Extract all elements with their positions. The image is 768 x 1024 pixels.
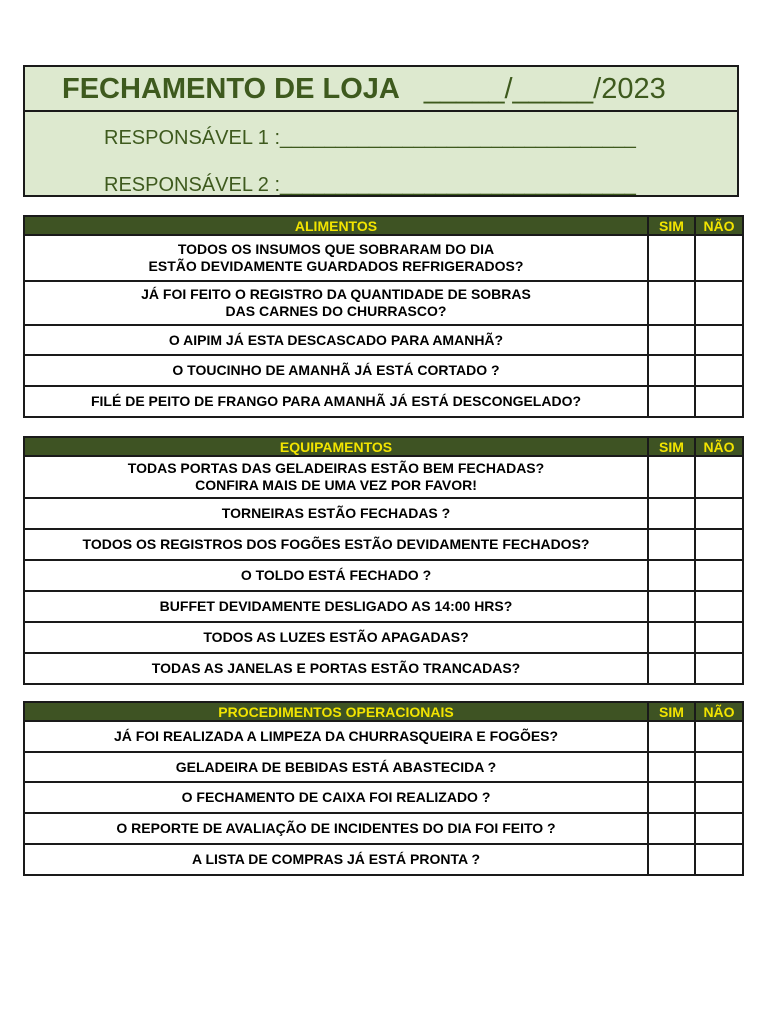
question-line: TODAS PORTAS DAS GELADEIRAS ESTÃO BEM FECHADAS? [127,460,545,476]
question-line: TODAS AS JANELAS E PORTAS ESTÃO TRANCADAS? [151,660,521,676]
question-line: O TOUCINHO DE AMANHÃ JÁ ESTÁ CORTADO ? [172,362,500,378]
checklist-row [24,235,743,281]
question-line: GELADEIRA DE BEBIDAS ESTÁ ABASTECIDA ? [175,758,497,775]
nao-column-header: NÃO [695,437,743,456]
checklist-row [24,560,743,591]
sim-checkbox[interactable] [648,386,695,417]
checklist-row [24,456,743,498]
question-line: JÁ FOI REALIZADA A LIMPEZA DA CHURRASQUEIRA E FOGÕES? [113,728,559,744]
responsavel-2-field[interactable]: RESPONSÁVEL 2 :________________________________ [104,174,636,196]
nao-checkbox[interactable] [695,325,743,355]
nao-checkbox[interactable] [695,386,743,417]
checklist-row [24,721,743,752]
question-line: DAS CARNES DO CHURRASCO? [225,303,447,319]
sim-checkbox[interactable] [648,782,695,813]
nao-checkbox[interactable] [695,456,743,498]
checklist-question [24,591,648,622]
nao-checkbox[interactable] [695,498,743,529]
section-table [23,436,744,685]
question-line: FILÉ DE PEITO DE FRANGO PARA AMANHÃ JÁ ESTÁ DESCONGELADO? [90,393,582,409]
question-line: TODOS OS REGISTROS DOS FOGÕES ESTÃO DEVIDAMENTE FECHADOS? [82,536,590,552]
question-line: O FECHAMENTO DE CAIXA FOI REALIZADO ? [181,789,491,805]
checklist-row [24,355,743,386]
checklist-question [24,235,648,281]
section-title: PROCEDIMENTOS OPERACIONAIS [24,702,648,721]
nao-checkbox[interactable] [695,355,743,386]
checklist-row [24,782,743,813]
checklist-row [24,498,743,529]
sim-checkbox[interactable] [648,560,695,591]
section-table [23,701,744,876]
checklist-row [24,281,743,325]
nao-checkbox[interactable] [695,235,743,281]
section-table [23,215,744,418]
sim-checkbox[interactable] [648,813,695,844]
section-title: EQUIPAMENTOS [24,437,648,456]
nao-checkbox[interactable] [695,560,743,591]
checklist-row [24,752,743,782]
nao-checkbox[interactable] [695,721,743,752]
checklist-question [24,498,648,529]
section-header-row [24,437,743,456]
nao-column-header: NÃO [695,216,743,235]
header-box [23,65,739,197]
question-line: O AIPIM JÁ ESTA DESCASCADO PARA AMANHÃ? [168,331,504,348]
question-line: O REPORTE DE AVALIAÇÃO DE INCIDENTES DO DIA FOI FEITO ? [116,820,556,836]
question-line: JÁ FOI FEITO O REGISTRO DA QUANTIDADE DE SOBRAS [141,286,531,302]
nao-checkbox[interactable] [695,529,743,560]
question-line: O TOLDO ESTÁ FECHADO ? [240,567,432,583]
sim-column-header: SIM [648,437,695,456]
checklist-row [24,622,743,653]
responsavel-1-field[interactable]: RESPONSÁVEL 1 :________________________________ [104,127,636,149]
nao-column-header: NÃO [695,702,743,721]
sim-checkbox[interactable] [648,281,695,325]
sim-column-header: SIM [648,702,695,721]
sim-checkbox[interactable] [648,653,695,684]
sim-checkbox[interactable] [648,235,695,281]
section-header-row [24,216,743,235]
question-line: A LISTA DE COMPRAS JÁ ESTÁ PRONTA ? [191,851,481,867]
checklist-question [24,782,648,813]
sim-checkbox[interactable] [648,622,695,653]
sim-column-header: SIM [648,216,695,235]
checklist-question [24,752,648,782]
checklist-question [24,325,648,355]
checklist-row [24,591,743,622]
nao-checkbox[interactable] [695,622,743,653]
checklist-question [24,355,648,386]
checklist-question [24,560,648,591]
sim-checkbox[interactable] [648,498,695,529]
question-line: TORNEIRAS ESTÃO FECHADAS ? [221,505,451,521]
checklist-question [24,622,648,653]
sim-checkbox[interactable] [648,355,695,386]
section-header-row [24,702,743,721]
question-line: BUFFET DEVIDAMENTE DESLIGADO AS 14:00 HRS? [159,598,513,614]
checklist-question [24,529,648,560]
checklist-question [24,386,648,417]
question-line: CONFIRA MAIS DE UMA VEZ POR FAVOR! [195,477,477,493]
checklist-question [24,721,648,752]
section-title: ALIMENTOS [24,216,648,235]
checklist-question [24,844,648,875]
sim-checkbox[interactable] [648,844,695,875]
sim-checkbox[interactable] [648,456,695,498]
nao-checkbox[interactable] [695,782,743,813]
checklist-row [24,529,743,560]
checklist-row [24,386,743,417]
page-title: FECHAMENTO DE LOJA [62,73,400,105]
checklist-question [24,281,648,325]
checklist-row [24,844,743,875]
nao-checkbox[interactable] [695,752,743,782]
sim-checkbox[interactable] [648,325,695,355]
nao-checkbox[interactable] [695,591,743,622]
checklist-question [24,456,648,498]
nao-checkbox[interactable] [695,813,743,844]
checklist-question [24,653,648,684]
sim-checkbox[interactable] [648,529,695,560]
question-line: ESTÃO DEVIDAMENTE GUARDADOS REFRIGERADOS? [148,258,524,274]
nao-checkbox[interactable] [695,281,743,325]
checklist-question [24,813,648,844]
sim-checkbox[interactable] [648,721,695,752]
question-line: TODOS AS LUZES ESTÃO APAGADAS? [203,629,469,645]
sim-checkbox[interactable] [648,591,695,622]
nao-checkbox[interactable] [695,653,743,684]
checklist-row [24,325,743,355]
nao-checkbox[interactable] [695,844,743,875]
title-row [25,67,737,112]
checklist-row [24,653,743,684]
question-line: TODOS OS INSUMOS QUE SOBRARAM DO DIA [177,241,495,257]
sim-checkbox[interactable] [648,752,695,782]
checklist-row [24,813,743,844]
date-field[interactable]: _____/_____/2023 [423,73,666,105]
